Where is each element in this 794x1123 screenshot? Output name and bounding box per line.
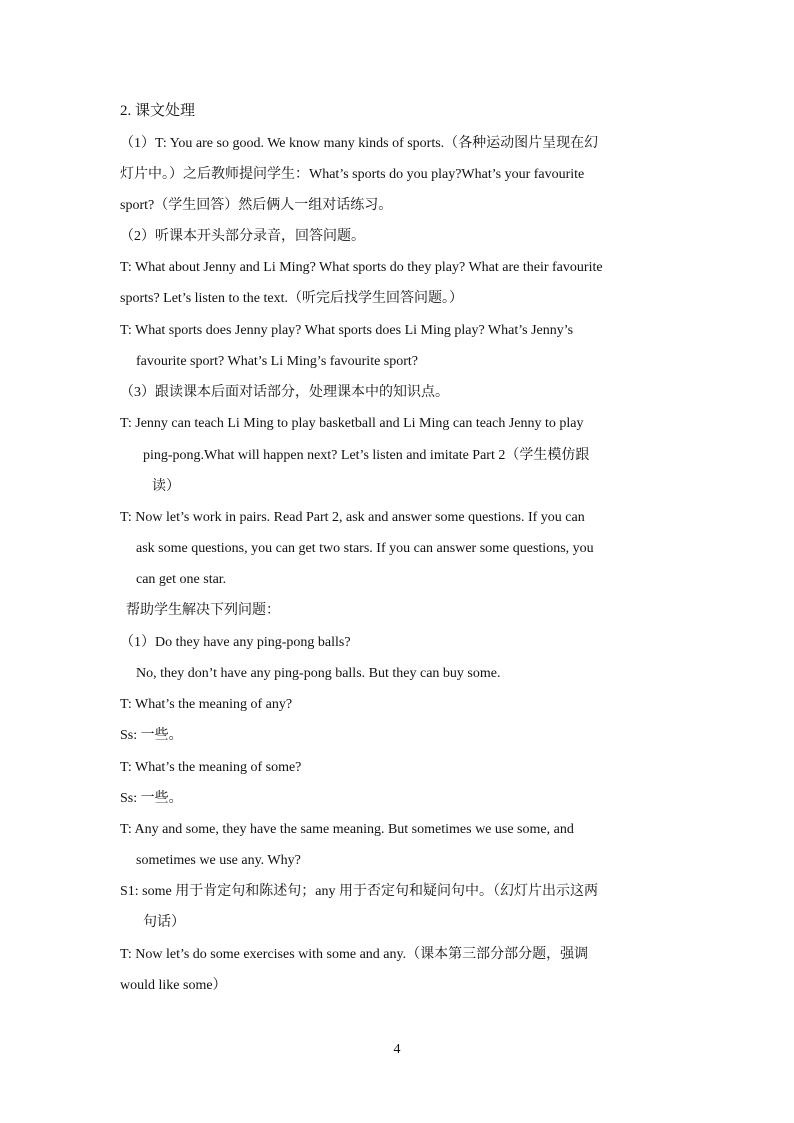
text-line: S1: some 用于肯定句和陈述句；any 用于否定句和疑问句中。（幻灯片出示这两 bbox=[120, 884, 598, 899]
text-line: ask some questions, you can get two stars. If you can answer some questions, you bbox=[136, 541, 594, 556]
text-line: ping-pong.What will happen next? Let’s listen and imitate Part 2（学生模仿跟 bbox=[143, 448, 590, 463]
text-line: （2）听课本开头部分录音，回答问题。 bbox=[120, 229, 365, 244]
text-line: （1）Do they have any ping-pong balls? bbox=[120, 635, 351, 650]
text-line: sport?（学生回答）然后俩人一组对话练习。 bbox=[120, 198, 393, 213]
text-line: T: What about Jenny and Li Ming? What sports do they play? What are their favourite bbox=[120, 260, 603, 275]
text-line: can get one star. bbox=[136, 572, 227, 587]
section-heading: 2. 课文处理 bbox=[120, 103, 196, 119]
text-line: T: What’s the meaning of any? bbox=[120, 697, 293, 712]
text-line: 帮助学生解决下列问题： bbox=[126, 603, 280, 618]
text-line: T: What sports does Jenny play? What sports does Li Ming play? What’s Jenny’s bbox=[120, 323, 574, 338]
text-line: （1）T: You are so good. We know many kinds of sports.（各种运动图片呈现在幻 bbox=[120, 136, 599, 151]
text-line: 句话） bbox=[143, 915, 185, 930]
text-line: sometimes we use any. Why? bbox=[136, 853, 301, 868]
text-line: T: Any and some, they have the same meaning. But sometimes we use some, and bbox=[120, 822, 574, 837]
text-line: T: Now let’s work in pairs. Read Part 2, ask and answer some questions. If you can bbox=[120, 510, 585, 525]
text-line: （3）跟读课本后面对话部分，处理课本中的知识点。 bbox=[120, 385, 449, 400]
text-line: 读） bbox=[152, 479, 180, 494]
text-line: Ss: 一些。 bbox=[120, 791, 183, 806]
text-line: T: Now let’s do some exercises with some and any.（课本第三部分部分题，强调 bbox=[120, 947, 589, 962]
text-line: Ss: 一些。 bbox=[120, 728, 183, 743]
text-line: T: What’s the meaning of some? bbox=[120, 760, 302, 775]
text-line: No, they don’t have any ping-pong balls. But they can buy some. bbox=[136, 666, 501, 681]
text-line: sports? Let’s listen to the text.（听完后找学生回答问题。） bbox=[120, 291, 463, 306]
text-line: T: Jenny can teach Li Ming to play basketball and Li Ming can teach Jenny to play bbox=[120, 416, 584, 431]
page-number: 4 bbox=[393, 1042, 401, 1057]
text-line: favourite sport? What’s Li Ming’s favourite sport? bbox=[136, 354, 419, 369]
text-line: 灯片中。）之后教师提问学生：What’s sports do you play?What’s your favourite bbox=[120, 167, 585, 182]
text-line: would like some） bbox=[120, 978, 227, 993]
